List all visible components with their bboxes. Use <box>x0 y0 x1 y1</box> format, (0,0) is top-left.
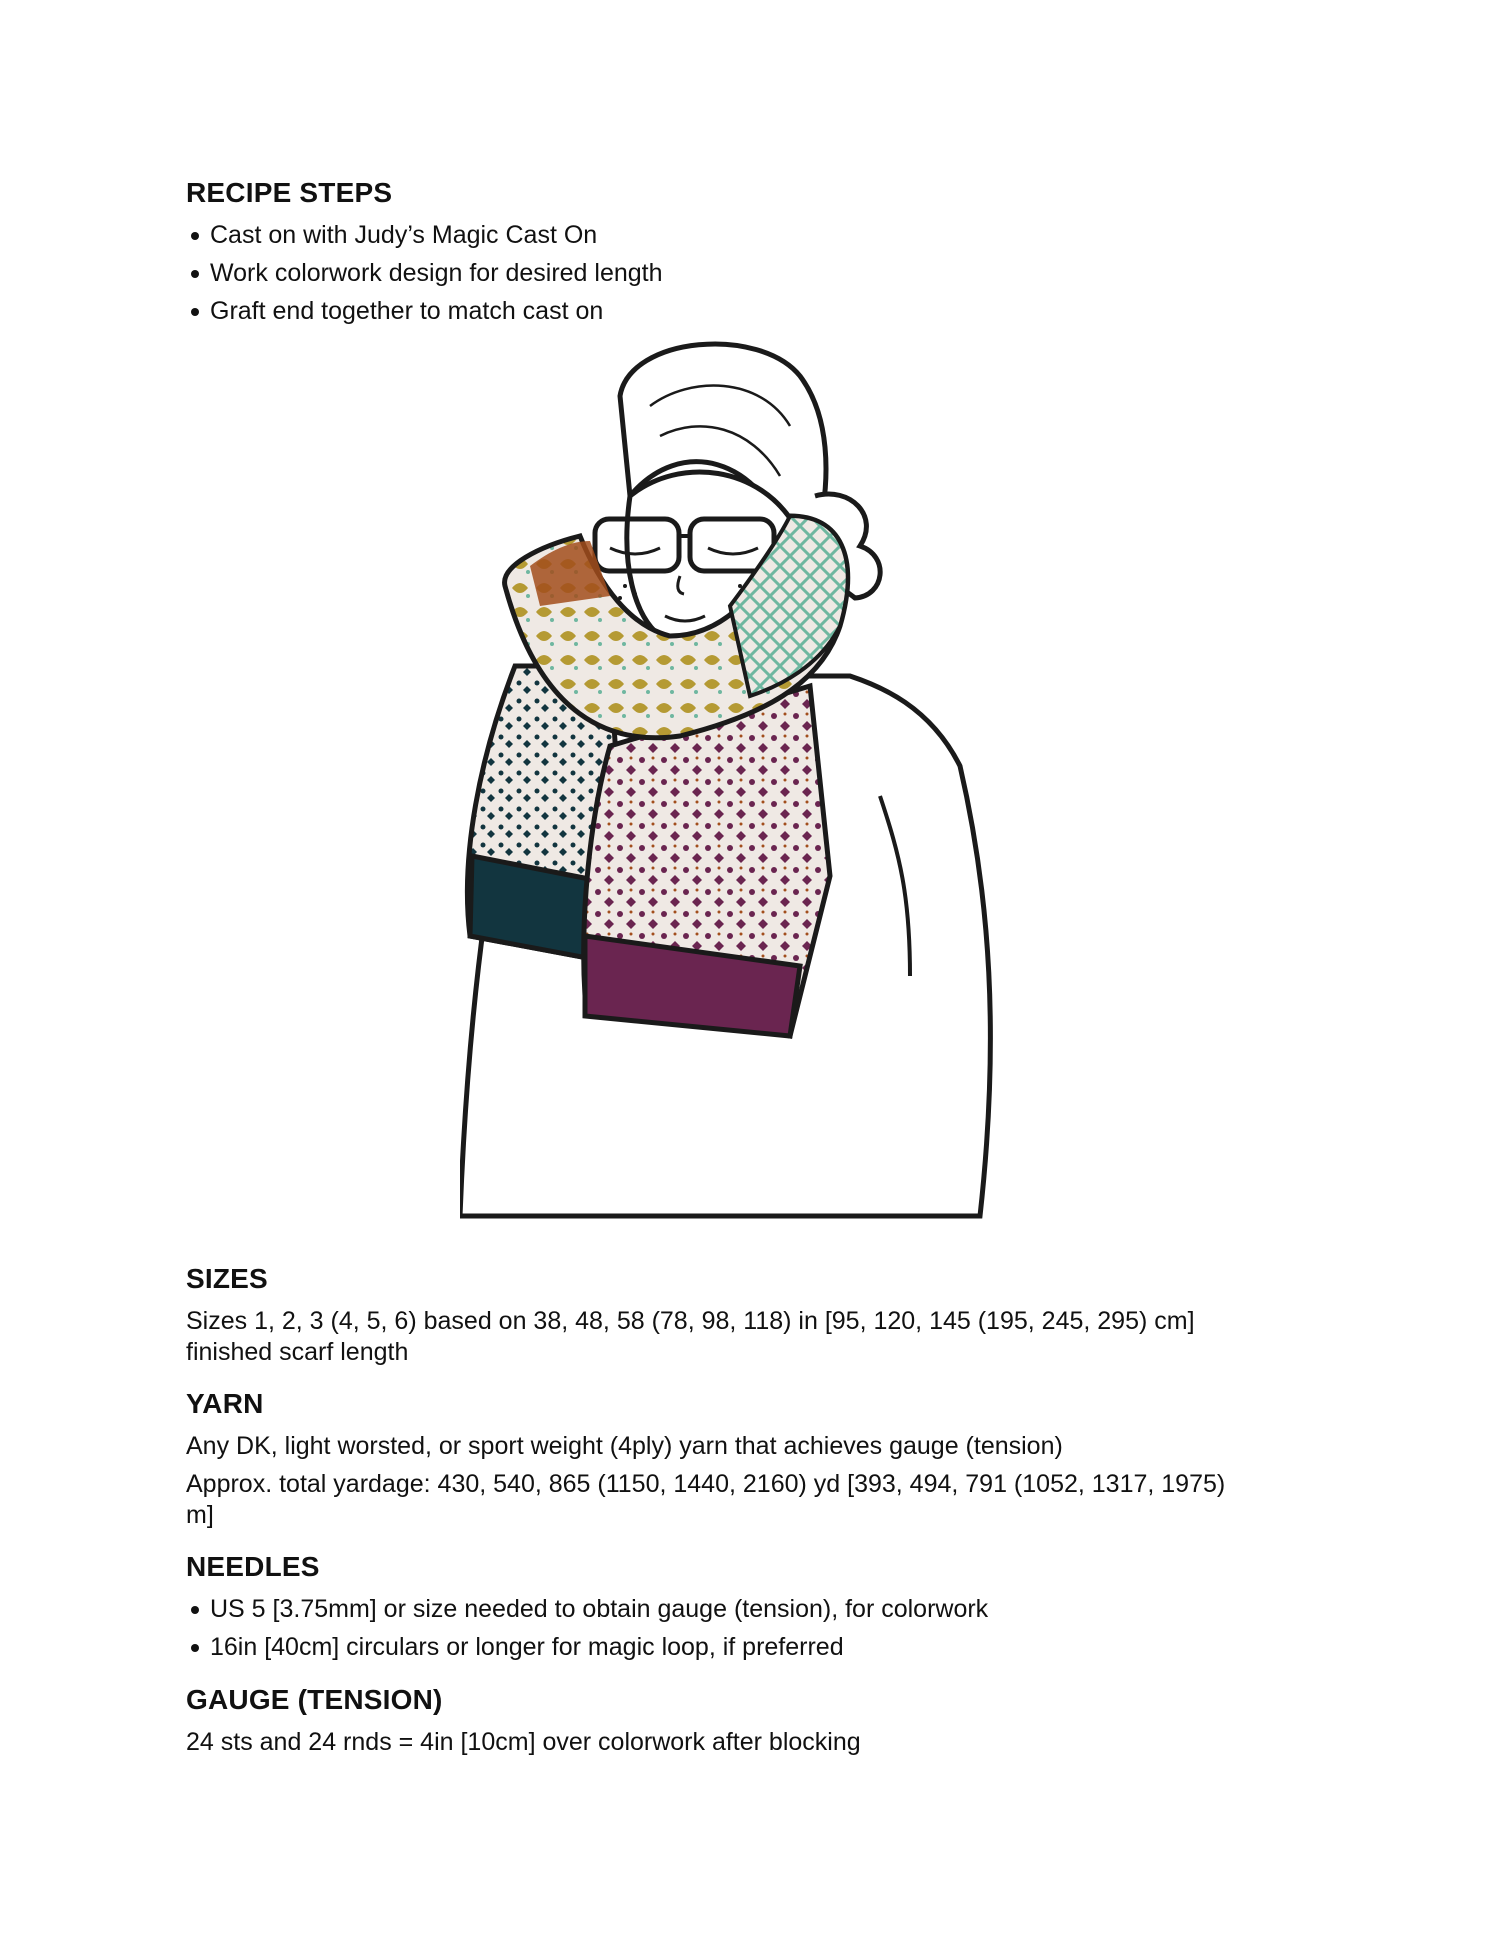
recipe-step: Work colorwork design for desired length <box>186 254 1316 292</box>
yarn-yardage-text-continued: m] <box>186 1501 214 1529</box>
recipe-heading: RECIPE STEPS <box>186 177 393 208</box>
sizes-section <box>186 1262 1316 1368</box>
sizes-heading: SIZES <box>186 1263 268 1294</box>
sizes-text-continued: finished scarf length <box>186 1338 409 1366</box>
gauge-heading: GAUGE (TENSION) <box>186 1684 443 1715</box>
gauge-section <box>186 1683 1316 1758</box>
recipe-steps-list <box>186 216 1316 330</box>
recipe-step: Cast on with Judy’s Magic Cast On <box>186 216 1316 254</box>
needles-heading: NEEDLES <box>186 1551 320 1582</box>
gauge-text: 24 sts and 24 rnds = 4in [10cm] over colorwork after blocking <box>186 1728 861 1756</box>
needle-item: US 5 [3.75mm] or size needed to obtain gauge (tension), for colorwork <box>186 1590 1316 1628</box>
yarn-yardage-text: Approx. total yardage: 430, 540, 865 (1150, 1440, 2160) yd [393, 494, 791 (1052, 1317, 1975) <box>186 1470 1226 1498</box>
recipe-step: Graft end together to match cast on <box>186 292 1316 330</box>
yarn-section <box>186 1387 1316 1531</box>
needle-item: 16in [40cm] circulars or longer for magic loop, if preferred <box>186 1628 1316 1666</box>
sizes-text: Sizes 1, 2, 3 (4, 5, 6) based on 38, 48, 58 (78, 98, 118) in [95, 120, 145 (195, 245, 295) cm] <box>186 1307 1195 1335</box>
needles-list <box>186 1590 1316 1666</box>
yarn-weight-text: Any DK, light worsted, or sport weight (4ply) yarn that achieves gauge (tension) <box>186 1432 1063 1460</box>
recipe-section <box>186 176 1316 330</box>
scarf-illustration <box>460 336 1060 1236</box>
yarn-heading: YARN <box>186 1388 264 1419</box>
needles-section <box>186 1550 1316 1666</box>
